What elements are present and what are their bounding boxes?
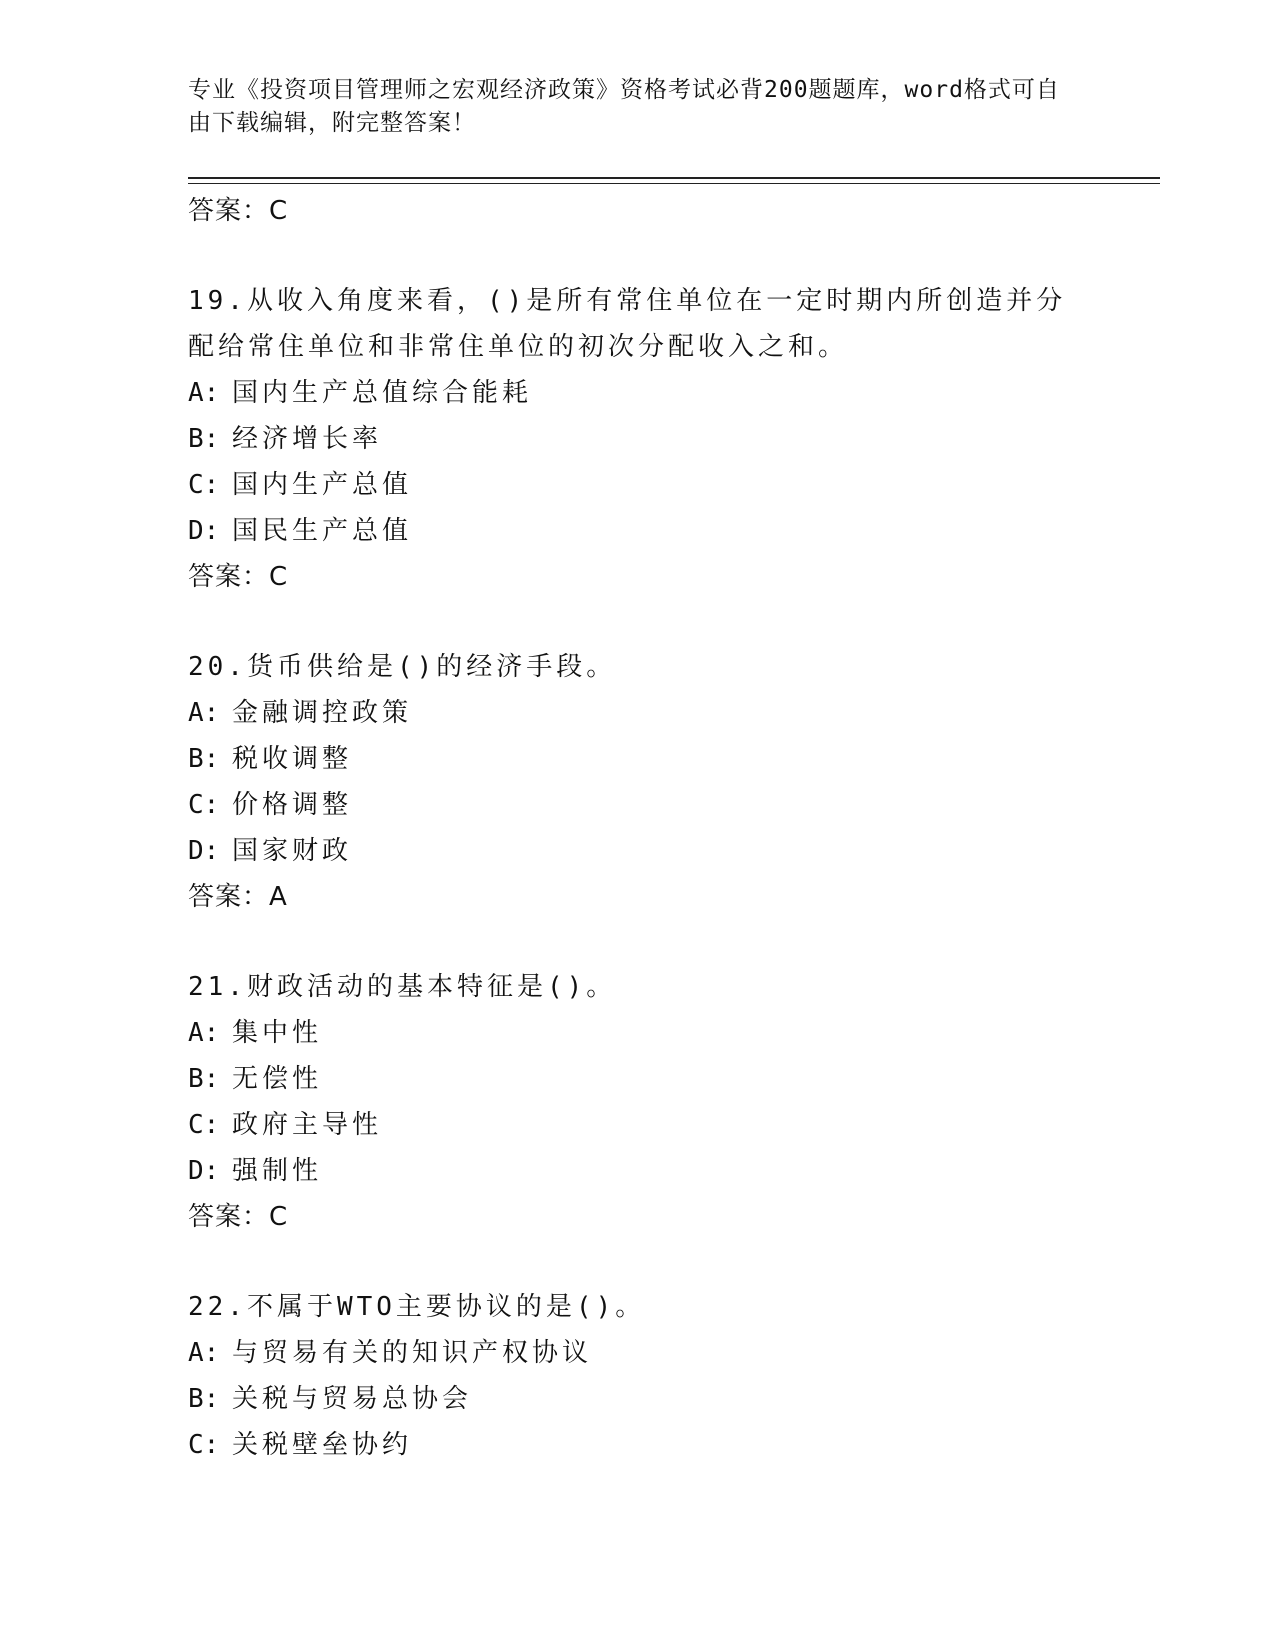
option-text: 国内生产总值综合能耗 (232, 378, 533, 408)
option-key: A: (188, 378, 220, 408)
option-text: 与贸易有关的知识产权协议 (232, 1338, 593, 1368)
document-header: 专业《投资项目管理师之宏观经济政策》资格考试必背200题题库，word格式可自由下载编辑，附完整答案！ (188, 77, 1060, 136)
question-text: 19.从收入角度来看，()是所有常住单位在一定时期内所创造并分配给常住单位和非常住单位的初次分配收入之和。 (188, 286, 1067, 362)
option-key: B: (188, 424, 220, 454)
option-d (188, 1148, 1088, 1194)
option-text: 价格调整 (232, 790, 353, 820)
option-key: A: (188, 1338, 220, 1368)
answer-line: 答案：C (188, 562, 289, 592)
option-b (188, 1376, 1088, 1422)
option-key: B: (188, 744, 220, 774)
option-key: D: (188, 1156, 220, 1186)
option-key: B: (188, 1384, 220, 1414)
option-a (188, 1330, 1088, 1376)
answer-line: 答案：A (188, 882, 288, 912)
option-key: C: (188, 790, 220, 820)
question-gap (188, 234, 1088, 278)
option-d (188, 508, 1088, 554)
option-b (188, 1056, 1088, 1102)
option-a (188, 370, 1088, 416)
option-a (188, 1010, 1088, 1056)
option-key: A: (188, 1018, 220, 1048)
option-c (188, 1422, 1088, 1468)
option-c (188, 462, 1088, 508)
option-text: 金融调控政策 (232, 698, 413, 728)
option-b (188, 736, 1088, 782)
question-gap (188, 1240, 1088, 1284)
option-text: 国内生产总值 (232, 470, 413, 500)
option-key: C: (188, 470, 220, 500)
question-text: 20.货币供给是()的经济手段。 (188, 652, 617, 682)
question-block (188, 644, 1088, 920)
option-key: B: (188, 1064, 220, 1094)
option-key: D: (188, 836, 220, 866)
option-a (188, 690, 1088, 736)
option-key: C: (188, 1110, 220, 1140)
answer-line: 答案：C (188, 196, 289, 226)
option-d (188, 828, 1088, 874)
question-list (188, 188, 1088, 1468)
option-text: 关税壁垒协约 (232, 1430, 413, 1460)
option-c (188, 782, 1088, 828)
option-text: 国民生产总值 (232, 516, 413, 546)
option-text: 国家财政 (232, 836, 353, 866)
option-key: A: (188, 698, 220, 728)
header-divider-thick (188, 177, 1160, 179)
option-text: 无偿性 (232, 1064, 323, 1094)
question-gap (188, 920, 1088, 964)
option-text: 经济增长率 (232, 424, 383, 454)
option-text: 税收调整 (232, 744, 353, 774)
option-text: 集中性 (232, 1018, 323, 1048)
answer-line: 答案：C (188, 1202, 289, 1232)
option-key: D: (188, 516, 220, 546)
question-block (188, 964, 1088, 1240)
option-b (188, 416, 1088, 462)
option-text: 强制性 (232, 1156, 323, 1186)
option-text: 关税与贸易总协会 (232, 1384, 473, 1414)
option-key: C: (188, 1430, 220, 1460)
question-block (188, 278, 1088, 600)
option-text: 政府主导性 (232, 1110, 383, 1140)
question-text: 22.不属于WTO主要协议的是()。 (188, 1292, 646, 1322)
question-block (188, 1284, 1088, 1468)
header-divider-thin (188, 183, 1160, 184)
question-text: 21.财政活动的基本特征是()。 (188, 972, 617, 1002)
option-c (188, 1102, 1088, 1148)
question-gap (188, 600, 1088, 644)
